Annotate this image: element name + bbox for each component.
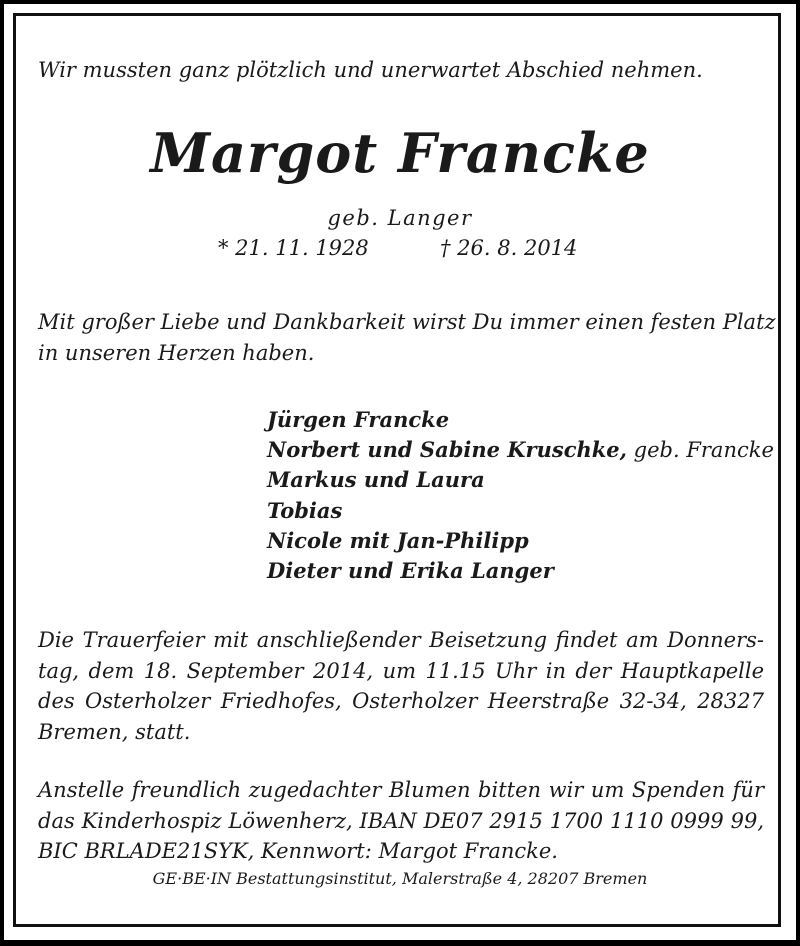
donation-line: das Kinderhospiz Löwenherz, IBAN DE07 2915 1700 1110 0999 99,: [38, 808, 764, 833]
funeral-paragraph: [38, 625, 764, 747]
mourner: Nicole mit Jan-Philipp: [267, 527, 529, 553]
intro-text: Wir mussten ganz plötzlich und unerwartet Abschied nehmen.: [38, 58, 703, 82]
death-date: † 26. 8. 2014: [440, 236, 578, 260]
mourner: Jürgen Francke: [267, 407, 450, 432]
mourners-list: [267, 405, 774, 586]
mourner: Tobias: [267, 497, 343, 523]
tribute-line: Mit großer Liebe und Dankbarkeit wirst Du immer einen festen Platz: [38, 310, 776, 334]
funeral-line: tag, dem 18. September 2014, um 11.15 Uhr in der Hauptkapelle: [38, 658, 764, 683]
funeral-line: Bremen, statt.: [38, 719, 191, 744]
deceased-name: Margot Francke: [150, 121, 650, 185]
donation-paragraph: [38, 775, 764, 867]
birth-date: * 21. 11. 1928: [218, 236, 369, 260]
donation-line: Anstelle freundlich zugedachter Blumen bitten wir um Spenden für: [38, 778, 764, 802]
mourner: Norbert und Sabine Kruschke, geb. Francke: [267, 437, 774, 463]
tribute-line: in unseren Herzen haben.: [38, 340, 315, 365]
funeral-home-footer: GE·BE·IN Bestattungsinstitut, Malerstraße 4, 28207 Bremen: [152, 869, 648, 888]
maiden-name: geb. Langer: [327, 206, 473, 230]
mourner: Dieter und Erika Langer: [267, 558, 554, 584]
tribute-paragraph: [38, 307, 776, 368]
funeral-line: Die Trauerfeier mit anschließender Beisetzung findet am Donners-: [38, 628, 764, 652]
donation-line: BIC BRLADE21SYK, Kennwort: Margot Francke.: [38, 839, 558, 863]
funeral-line: des Osterholzer Friedhofes, Osterholzer Heerstraße 32-34, 28327: [38, 689, 764, 713]
mourner: Markus und Laura: [267, 467, 485, 493]
